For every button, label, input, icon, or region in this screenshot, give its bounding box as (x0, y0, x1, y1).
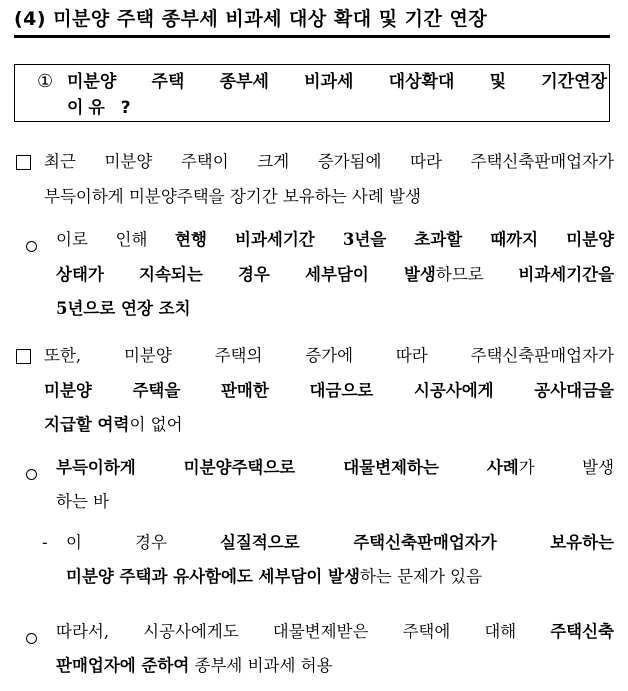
dash-bullet: - (42, 533, 48, 552)
text-bold: 판매업자에 준하여 (56, 656, 190, 675)
title-underline (14, 35, 610, 38)
question-box (14, 64, 610, 122)
question-number: ① (37, 71, 54, 92)
text-normal: 이 경우 (66, 533, 220, 552)
text-bold: 부득이하게 미분양주택으로 대물변제하는 사례 (56, 458, 519, 477)
section-1-line-2: 부득이하게 미분양주택을 장기간 보유하는 사례 발생 (44, 187, 421, 206)
question-line-1: 미분양 주택 종부세 비과세 대상확대 및 기간연장 (67, 72, 607, 92)
text-normal: 이로 인해 (56, 230, 176, 249)
text-bold: 실질적으로 주택신축판매업자가 보유하는 (219, 533, 614, 552)
text-bold: 현행 비과세기간 3년을 초과할 때까지 미분양 (175, 230, 615, 249)
text-normal: 종부세 비과세 허용 (189, 656, 333, 675)
section-2-sub-line-1 (56, 456, 614, 480)
circle-bullet-icon (26, 463, 37, 487)
text-normal: 따라서, 시공사에게도 대물변제받은 주택에 대해 (56, 622, 551, 641)
text-bold: 비과세기간을 (518, 265, 615, 284)
circle-bullet-icon (26, 235, 37, 259)
page-title: (4) 미분양 주택 종부세 비과세 대상 확대 및 기간 연장 (14, 8, 488, 30)
text-bold: 상태가 지속되는 경우 세부담이 발생 (56, 265, 436, 284)
section-1-line-1: 최근 미분양 주택이 크게 증가됨에 따라 주택신축판매업자가 (44, 152, 614, 171)
section-1-sub-line-3: 5년으로 연장 조치 (56, 299, 191, 318)
text-normal: 이 없어 (129, 415, 183, 434)
circle-bullet-icon (26, 627, 37, 651)
text-bold: 지급할 여력 (44, 415, 130, 434)
section-2-dash-line-2 (66, 565, 482, 589)
text-normal: 하는 문제가 있음 (359, 567, 483, 586)
section-1-sub-line-2 (56, 263, 614, 287)
section-3-line-2 (56, 654, 333, 678)
square-bullet-icon (16, 153, 31, 177)
section-2-line-2: 미분양 주택을 판매한 대금으로 시공사에게 공사대금을 (44, 381, 614, 400)
text-bold: 미분양 주택과 유사함에도 세부담이 발생 (66, 567, 360, 586)
question-line-2: 이유 ? (67, 98, 136, 118)
section-2-dash-line-1 (66, 531, 614, 555)
section-1-sub-line-1 (56, 228, 614, 252)
section-2-sub-line-2: 하는 바 (56, 492, 110, 511)
text-normal: 가 발생 (518, 458, 615, 477)
section-3-line-1 (56, 620, 614, 644)
section-2-line-3 (44, 413, 183, 437)
square-bullet-icon (16, 347, 31, 371)
section-2-line-1: 또한, 미분양 주택의 증가에 따라 주택신축판매업자가 (44, 346, 614, 365)
text-normal: 하므로 (435, 265, 519, 284)
text-bold: 주택신축 (550, 622, 614, 641)
